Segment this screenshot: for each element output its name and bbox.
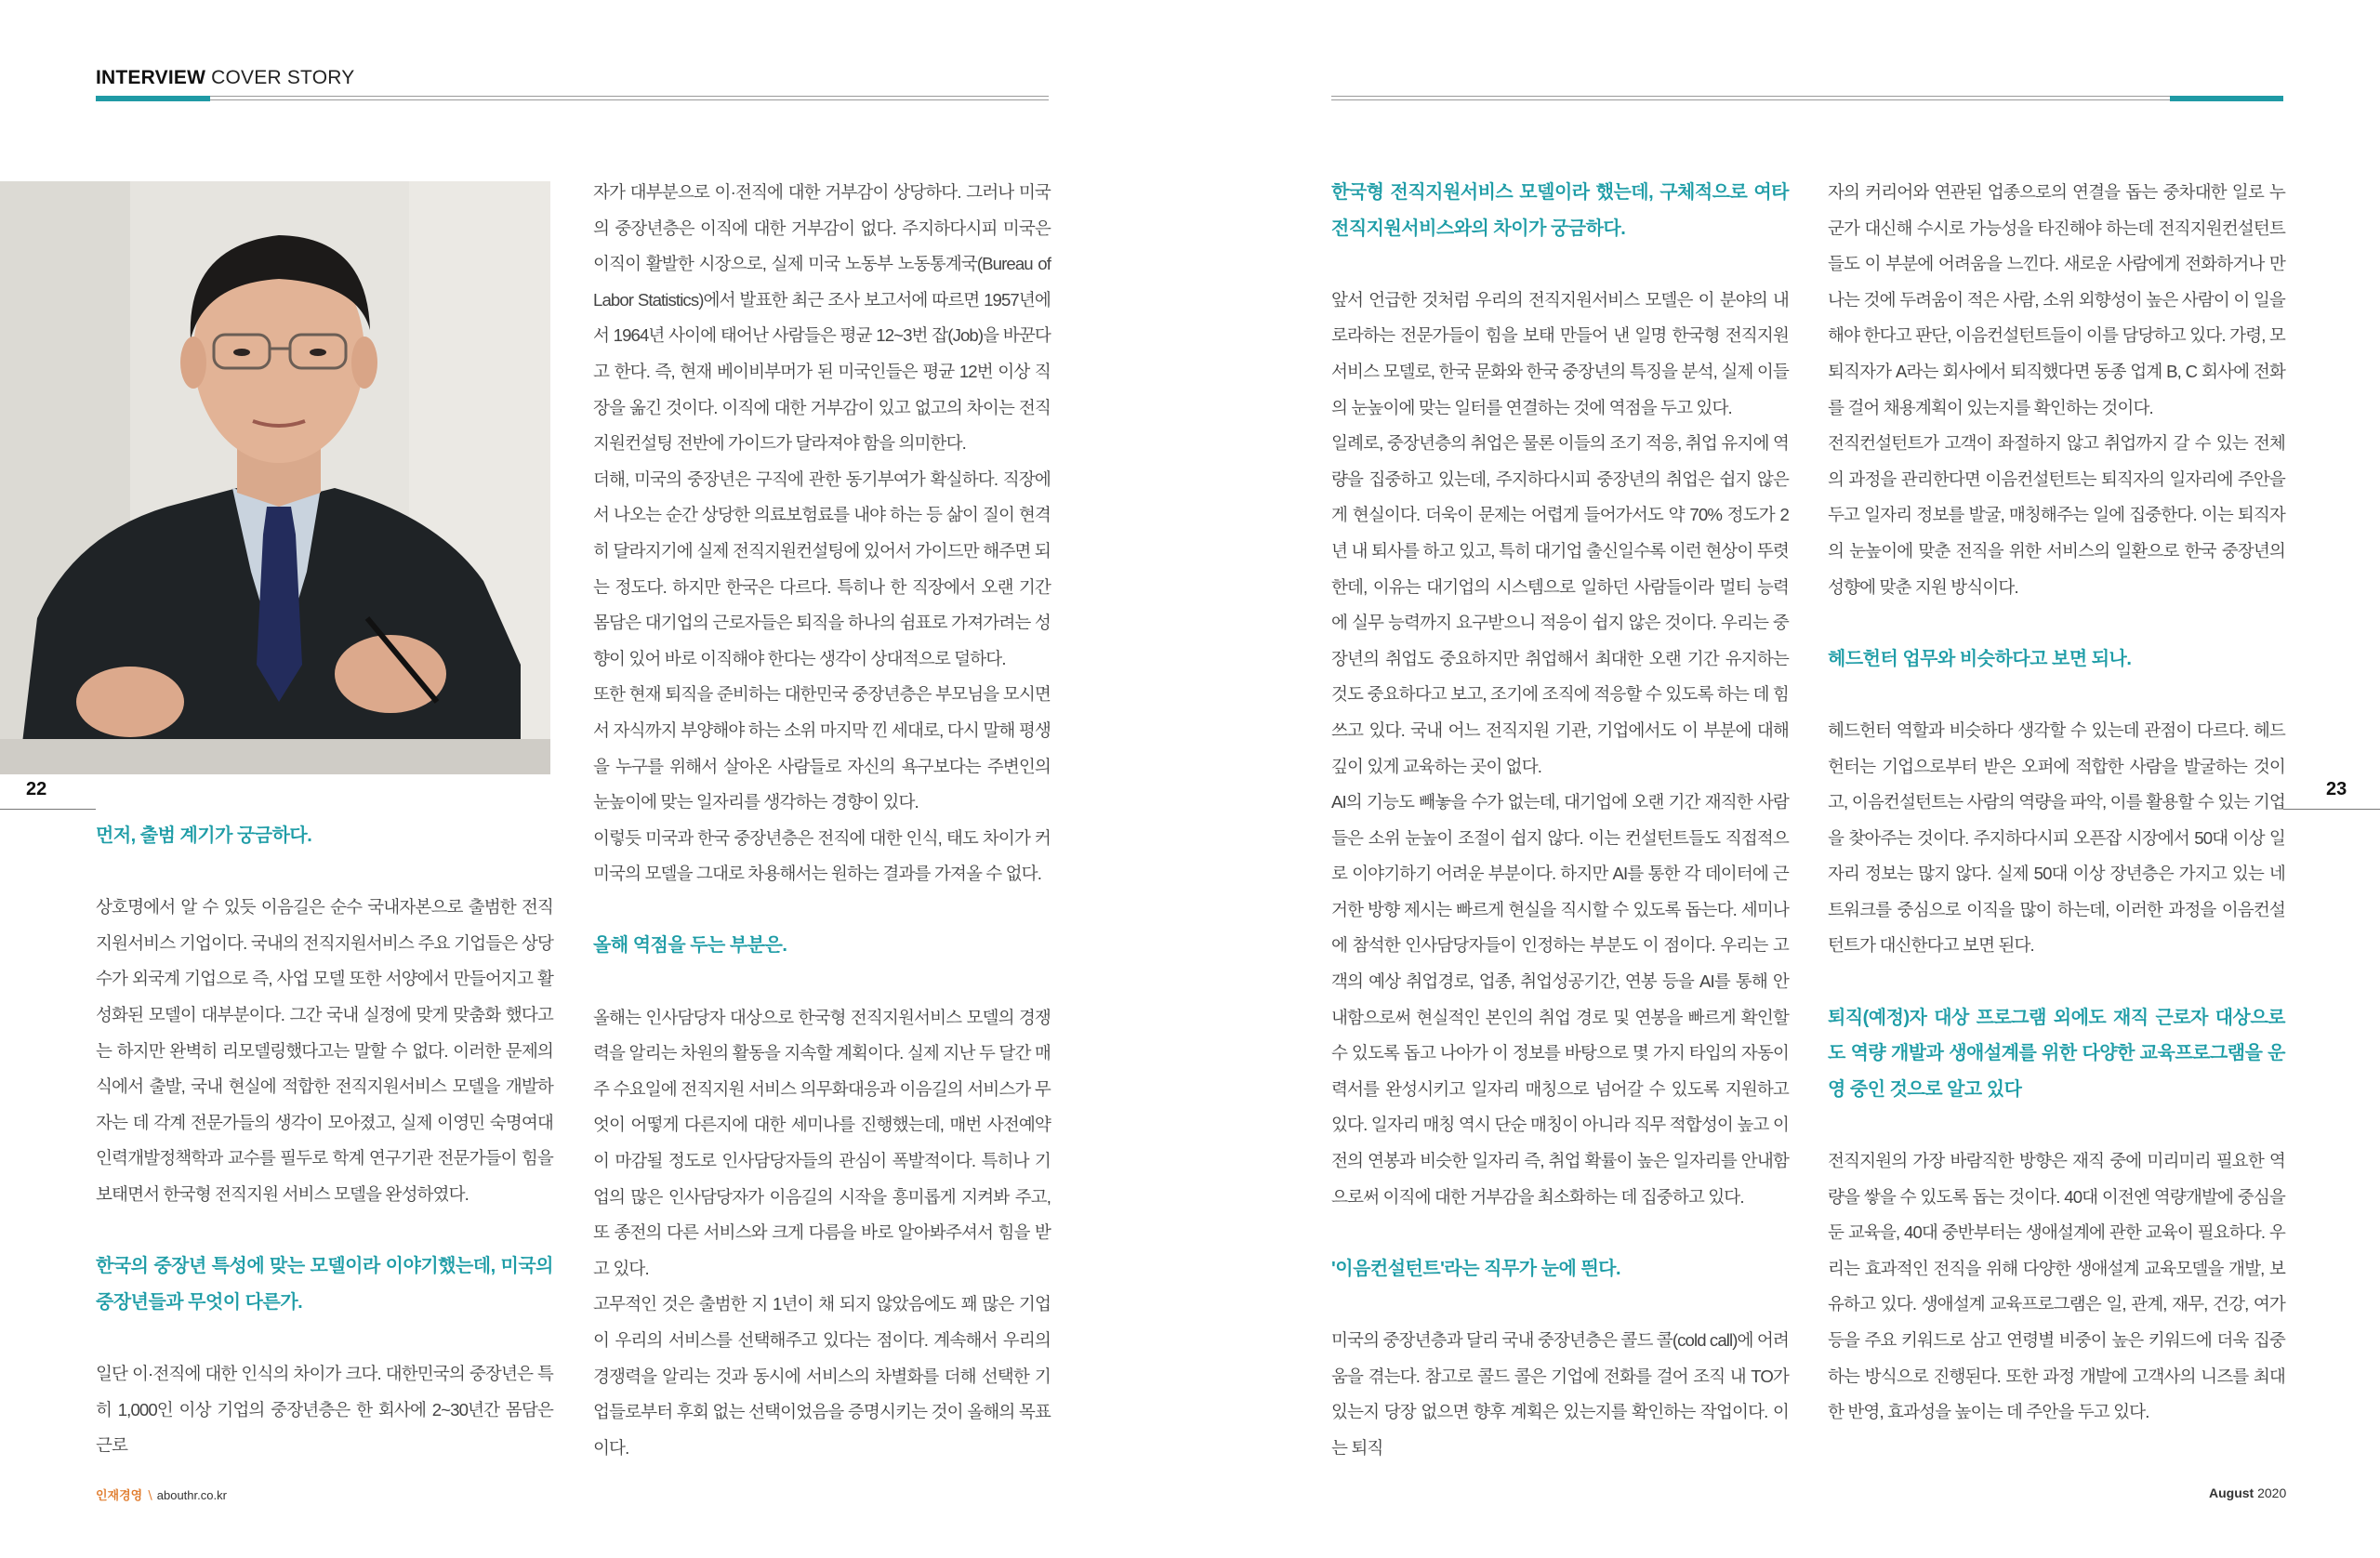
paragraph-gap [1828, 677, 2285, 713]
article-column-3 [1331, 175, 1789, 1466]
body-paragraph: 상호명에서 알 수 있듯 이음길은 순수 국내자본으로 출범한 전직지원서비스 기업이다. 국내의 전직지원서비스 주요 기업들은 상당수가 외국계 기업으로 즉, 사업 모델 또한 서양에서 만들어지고 활성화된 모델이 대부분이다. 그간 국내 실정에 맞게 맞춤화 했다고는 하지만 완벽히 리모델링했다고는 말할 수 없다. 이러한 문제의식에서 출발, 국내 현실에 적합한 전직지원서비스 모델을 개발하자는 데 각계 전문가들의 생각이 모아졌고, 실제 이영민 숙명여대 인력개발정책학과 교수를 필두로 학계 연구기관 전문가들이 힘을 보태면서 한국형 전직지원 서비스 모델을 완성하였다. [96, 897, 553, 1204]
body-paragraph: 앞서 언급한 것처럼 우리의 전직지원서비스 모델은 이 분야의 내로라하는 전문가들이 힘을 보태 만들어 낸 일명 한국형 전직지원서비스 모델로, 한국 문화와 한국 중장년의 특징을 분석, 실제 이들의 눈높이에 맞는 일터를 연결하는 것에 역점을 두고 있다. [1331, 289, 1789, 417]
interviewee-photo [0, 181, 550, 774]
page-number-right-rule [2283, 809, 2380, 810]
page-number-left-rule [0, 809, 96, 810]
footer-right [2209, 1485, 2286, 1500]
paragraph-gap [96, 1213, 553, 1249]
subsection-label: COVER STORY [211, 67, 355, 88]
footer-year: 2020 [2257, 1485, 2287, 1500]
interview-question: 헤드헌터 업무와 비슷하다고 보면 되나. [1828, 648, 2132, 669]
header-accent-left [96, 96, 210, 101]
body-paragraph: 올해는 인사담당자 대상으로 한국형 전직지원서비스 모델의 경쟁력을 알리는 차원의 활동을 지속할 계획이다. 실제 지난 두 달간 매주 수요일에 전직지원 서비스 의무화대응과 이음길의 서비스가 무엇이 어떻게 다른지에 대한 세미나를 진행했는데, 매번 사전예약이 마감될 정도로 인사담당자들의 관심이 폭발적이다. 특히나 기업의 많은 인사담당자가 이음길의 시작을 흥미롭게 지켜봐 주고, 또 종전의 다른 서비스와 크게 다름을 바로 알아봐주셔서 힘을 받고 있다. [593, 1007, 1051, 1278]
paragraph-gap [1828, 964, 2285, 1000]
interview-question: 퇴직(예정)자 대상 프로그램 외에도 재직 근로자 대상으로도 역량 개발과 생애설계를 위한 다양한 교육프로그램을 운영 중인 것으로 알고 있다 [1828, 1007, 2285, 1100]
body-paragraph: 또한 현재 퇴직을 준비하는 대한민국 중장년층은 부모님을 모시면서 자식까지 부양해야 하는 소위 마지막 낀 세대로, 다시 말해 평생을 누구를 위해서 살아온 사람들로 자신의 욕구보다는 주변인의 눈높이에 맞는 일자리를 생각하는 경향이 있다. [593, 684, 1051, 812]
paragraph-gap [593, 892, 1051, 929]
section-header [96, 67, 354, 89]
footer-left: 인재경영 ∖ abouthr.co.kr [96, 1488, 227, 1502]
interview-question: 한국형 전직지원서비스 모델이라 했는데, 구체적으로 여타 전직지원서비스와의 차이가 궁금하다. [1331, 182, 1789, 239]
paragraph-gap [593, 964, 1051, 1000]
paragraph-gap [96, 1320, 553, 1356]
paragraph-gap [1331, 1215, 1789, 1251]
article-column-2 [593, 175, 1051, 1466]
article-column-1 [96, 818, 553, 1464]
body-paragraph: 일단 이·전직에 대한 인식의 차이가 크다. 대한민국의 중장년은 특히 1,000인 이상 기업의 중장년층은 한 회사에 2~30년간 몸담은 근로 [96, 1363, 553, 1456]
body-paragraph: 미국의 중장년층과 달리 국내 중장년층은 콜드 콜(cold call)에 어려움을 겪는다. 참고로 콜드 콜은 기업에 전화를 걸어 조직 내 TO가 있는지 당장 없으면 향후 계획은 있는지를 확인하는 작업이다. 이는 퇴직 [1331, 1330, 1789, 1458]
footer-month: August [2209, 1485, 2254, 1500]
header-accent-right [2170, 96, 2283, 101]
body-paragraph: AI의 기능도 빼놓을 수가 없는데, 대기업에 오랜 기간 재직한 사람들은 소위 눈높이 조절이 쉽지 않다. 이는 컨설턴트들도 직접적으로 이야기하기 어려운 부분이다. 하지만 AI를 통한 각 데이터에 근거한 방향 제시는 빠르게 현실을 직시할 수 있도록 돕는다. 세미나에 참석한 인사담당자들이 인정하는 부분도 이 점이다. 우리는 고객의 예상 취업경로, 업종, 취업성공기간, 연봉 등을 AI를 통해 안내함으로써 현실적인 본인의 취업 경로 및 연봉을 빠르게 확인할 수 있도록 돕고 나아가 이 정보를 바탕으로 몇 가지 타입의 자동이력서를 완성시키고 일자리 매칭으로 넘어갈 수 있도록 지원하고 있다. 일자리 매칭 역시 단순 매칭이 아니라 직무 적합성이 높고 이전의 연봉과 비슷한 일자리 즉, 취업 확률이 높은 일자리를 안내함으로써 이직에 대한 거부감을 최소화하는 데 집중하고 있다. [1331, 792, 1789, 1207]
paragraph-gap [1828, 605, 2285, 641]
body-paragraph: 헤드헌터 역할과 비슷하다 생각할 수 있는데 관점이 다르다. 헤드헌터는 기업으로부터 받은 오퍼에 적합한 사람을 발굴하는 것이고, 이음컨설턴트는 사람의 역량을 파악, 이를 활용할 수 있는 기업을 찾아주는 것이다. 주지하다시피 오픈잡 시장에서 50대 이상 일자리 정보는 많지 않다. 실제 50대 이상 장년층은 가지고 있는 네트워크를 중심으로 이직을 많이 하는데, 이러한 과정을 이음컨설턴트가 대신한다고 보면 된다. [1828, 720, 2285, 956]
paragraph-gap [1828, 1107, 2285, 1143]
page-number-right: 23 [2326, 779, 2347, 799]
body-paragraph: 자의 커리어와 연관된 업종으로의 연결을 돕는 중차대한 일로 누군가 대신해 수시로 가능성을 타진해야 하는데 전직지원컨설턴트들도 이 부분에 어려움을 느낀다. 새로운 사람에게 전화하거나 만나는 것에 두려움이 적은 사람, 소위 외향성이 높은 사람이 이 일을 해야 한다고 판단, 이음컨설턴트들이 이를 담당하고 있다. 가령, 모 퇴직자가 A라는 회사에서 퇴직했다면 동종 업계 B, C 회사에 전화를 걸어 채용계획이 있는지를 확인하는 것이다. [1828, 182, 2285, 417]
interview-question: 한국의 중장년 특성에 맞는 모델이라 이야기했는데, 미국의 중장년들과 무엇이 다른가. [96, 1256, 553, 1313]
page-number-left: 22 [26, 779, 47, 799]
interview-question: 올해 역점을 두는 부분은. [593, 935, 787, 957]
header-rule-right [1331, 96, 2283, 100]
body-paragraph: 고무적인 것은 출범한 지 1년이 채 되지 않았음에도 꽤 많은 기업이 우리의 서비스를 선택해주고 있다는 점이다. 계속해서 우리의 경쟁력을 알리는 것과 동시에 서비스의 차별화를 더해 선택한 기업들로부터 후회 없는 선택이었음을 증명시키는 것이 올해의 목표이다. [593, 1294, 1051, 1458]
body-paragraph: 더해, 미국의 중장년은 구직에 관한 동기부여가 확실하다. 직장에서 나오는 순간 상당한 의료보험료를 내야 하는 등 삶이 질이 현격히 달라지기에 실제 전직지원컨설팅에 있어서 가이드만 해주면 되는 정도다. 하지만 한국은 다르다. 특히나 한 직장에서 오랜 기간 몸담은 대기업의 근로자들은 퇴직을 하나의 쉼표로 가져가려는 성향이 있어 바로 이직해야 한다는 생각이 상대적으로 덜하다. [593, 469, 1051, 668]
body-paragraph: 전직컨설턴트가 고객이 좌절하지 않고 취업까지 갈 수 있는 전체의 과정을 관리한다면 이음컨설턴트는 퇴직자의 일자리에 주안을 두고 일자리 정보를 발굴, 매칭해주는 일에 집중한다. 이는 퇴직자의 눈높이에 맞춘 전직을 위한 서비스의 일환으로 한국 중장년의 성향에 맞춘 지원 방식이다. [1828, 433, 2285, 597]
body-paragraph: 이렇듯 미국과 한국 중장년층은 전직에 대한 인식, 태도 차이가 커 미국의 모델을 그대로 차용해서는 원하는 결과를 가져올 수 없다. [593, 827, 1051, 884]
interview-question: '이음컨설턴트'라는 직무가 눈에 띈다. [1331, 1258, 1621, 1279]
body-paragraph: 일례로, 중장년층의 취업은 물론 이들의 조기 적응, 취업 유지에 역량을 집중하고 있는데, 주지하다시피 중장년의 취업은 쉽지 않은 게 현실이다. 더욱이 문제는 어렵게 들어가서도 약 70% 정도가 2년 내 퇴사를 하고 있고, 특히 대기업 출신일수록 이런 현상이 뚜렷한데, 이유는 대기업의 시스템으로 일하던 사람들이라 멀티 능력에 실무 능력까지 요구받으니 적응이 쉽지 않은 것이다. 우리는 중장년의 취업도 중요하지만 취업해서 최대한 오랜 기간 유지하는 것도 중요하다고 보고, 조기에 조직에 적응할 수 있도록 하는 데 힘쓰고 있다. 국내 어느 전직지원 기관, 기업에서도 이 부분에 대해 깊이 있게 교육하는 곳이 없다. [1331, 433, 1789, 776]
interview-question: 먼저, 출범 계기가 궁금하다. [96, 825, 312, 846]
paragraph-gap [96, 854, 553, 891]
footer-brand: 인재경영 [96, 1488, 143, 1502]
article-column-4 [1828, 175, 2285, 1431]
body-paragraph: 전직지원의 가장 바람직한 방향은 재직 중에 미리미리 필요한 역량을 쌓을 수 있도록 돕는 것이다. 40대 이전엔 역량개발에 중심을 둔 교육을, 40대 중반부터는 생애설계에 관한 교육이 필요하다. 우리는 효과적인 전직을 위해 다양한 생애설계 교육모델을 개발, 보유하고 있다. 생애설계 교육프로그램은 일, 관계, 재무, 건강, 여가 등을 주요 키워드로 삼고 연령별 비중이 높은 키워드에 더욱 집중하는 방식으로 진행된다. 또한 과정 개발에 고객사의 니즈를 최대한 반영, 효과성을 높이는 데 주안을 두고 있다. [1828, 1151, 2285, 1422]
paragraph-gap [1331, 246, 1789, 283]
header-rule-left [96, 96, 1049, 100]
footer-site[interactable]: abouthr.co.kr [156, 1488, 227, 1502]
paragraph-gap [1331, 1287, 1789, 1323]
section-label: INTERVIEW [96, 67, 206, 88]
body-paragraph: 자가 대부분으로 이·전직에 대한 거부감이 상당하다. 그러나 미국의 중장년층은 이직에 대한 거부감이 없다. 주지하다시피 미국은 이직이 활발한 시장으로, 실제 미국 노동부 노동통계국(Bureau of Labor Statistics)에서 발표한 최근 조사 보고서에 따르면 1957년에서 1964년 사이에 태어난 사람들은 평균 12~3번 잡(Job)을 바꾼다고 한다. 즉, 현재 베이비부머가 된 미국인들은 평균 12번 이상 직장을 옮긴 것이다. 이직에 대한 거부감이 있고 없고의 차이는 전직지원컨설팅 전반에 가이드가 달라져야 함을 의미한다. [593, 182, 1051, 454]
